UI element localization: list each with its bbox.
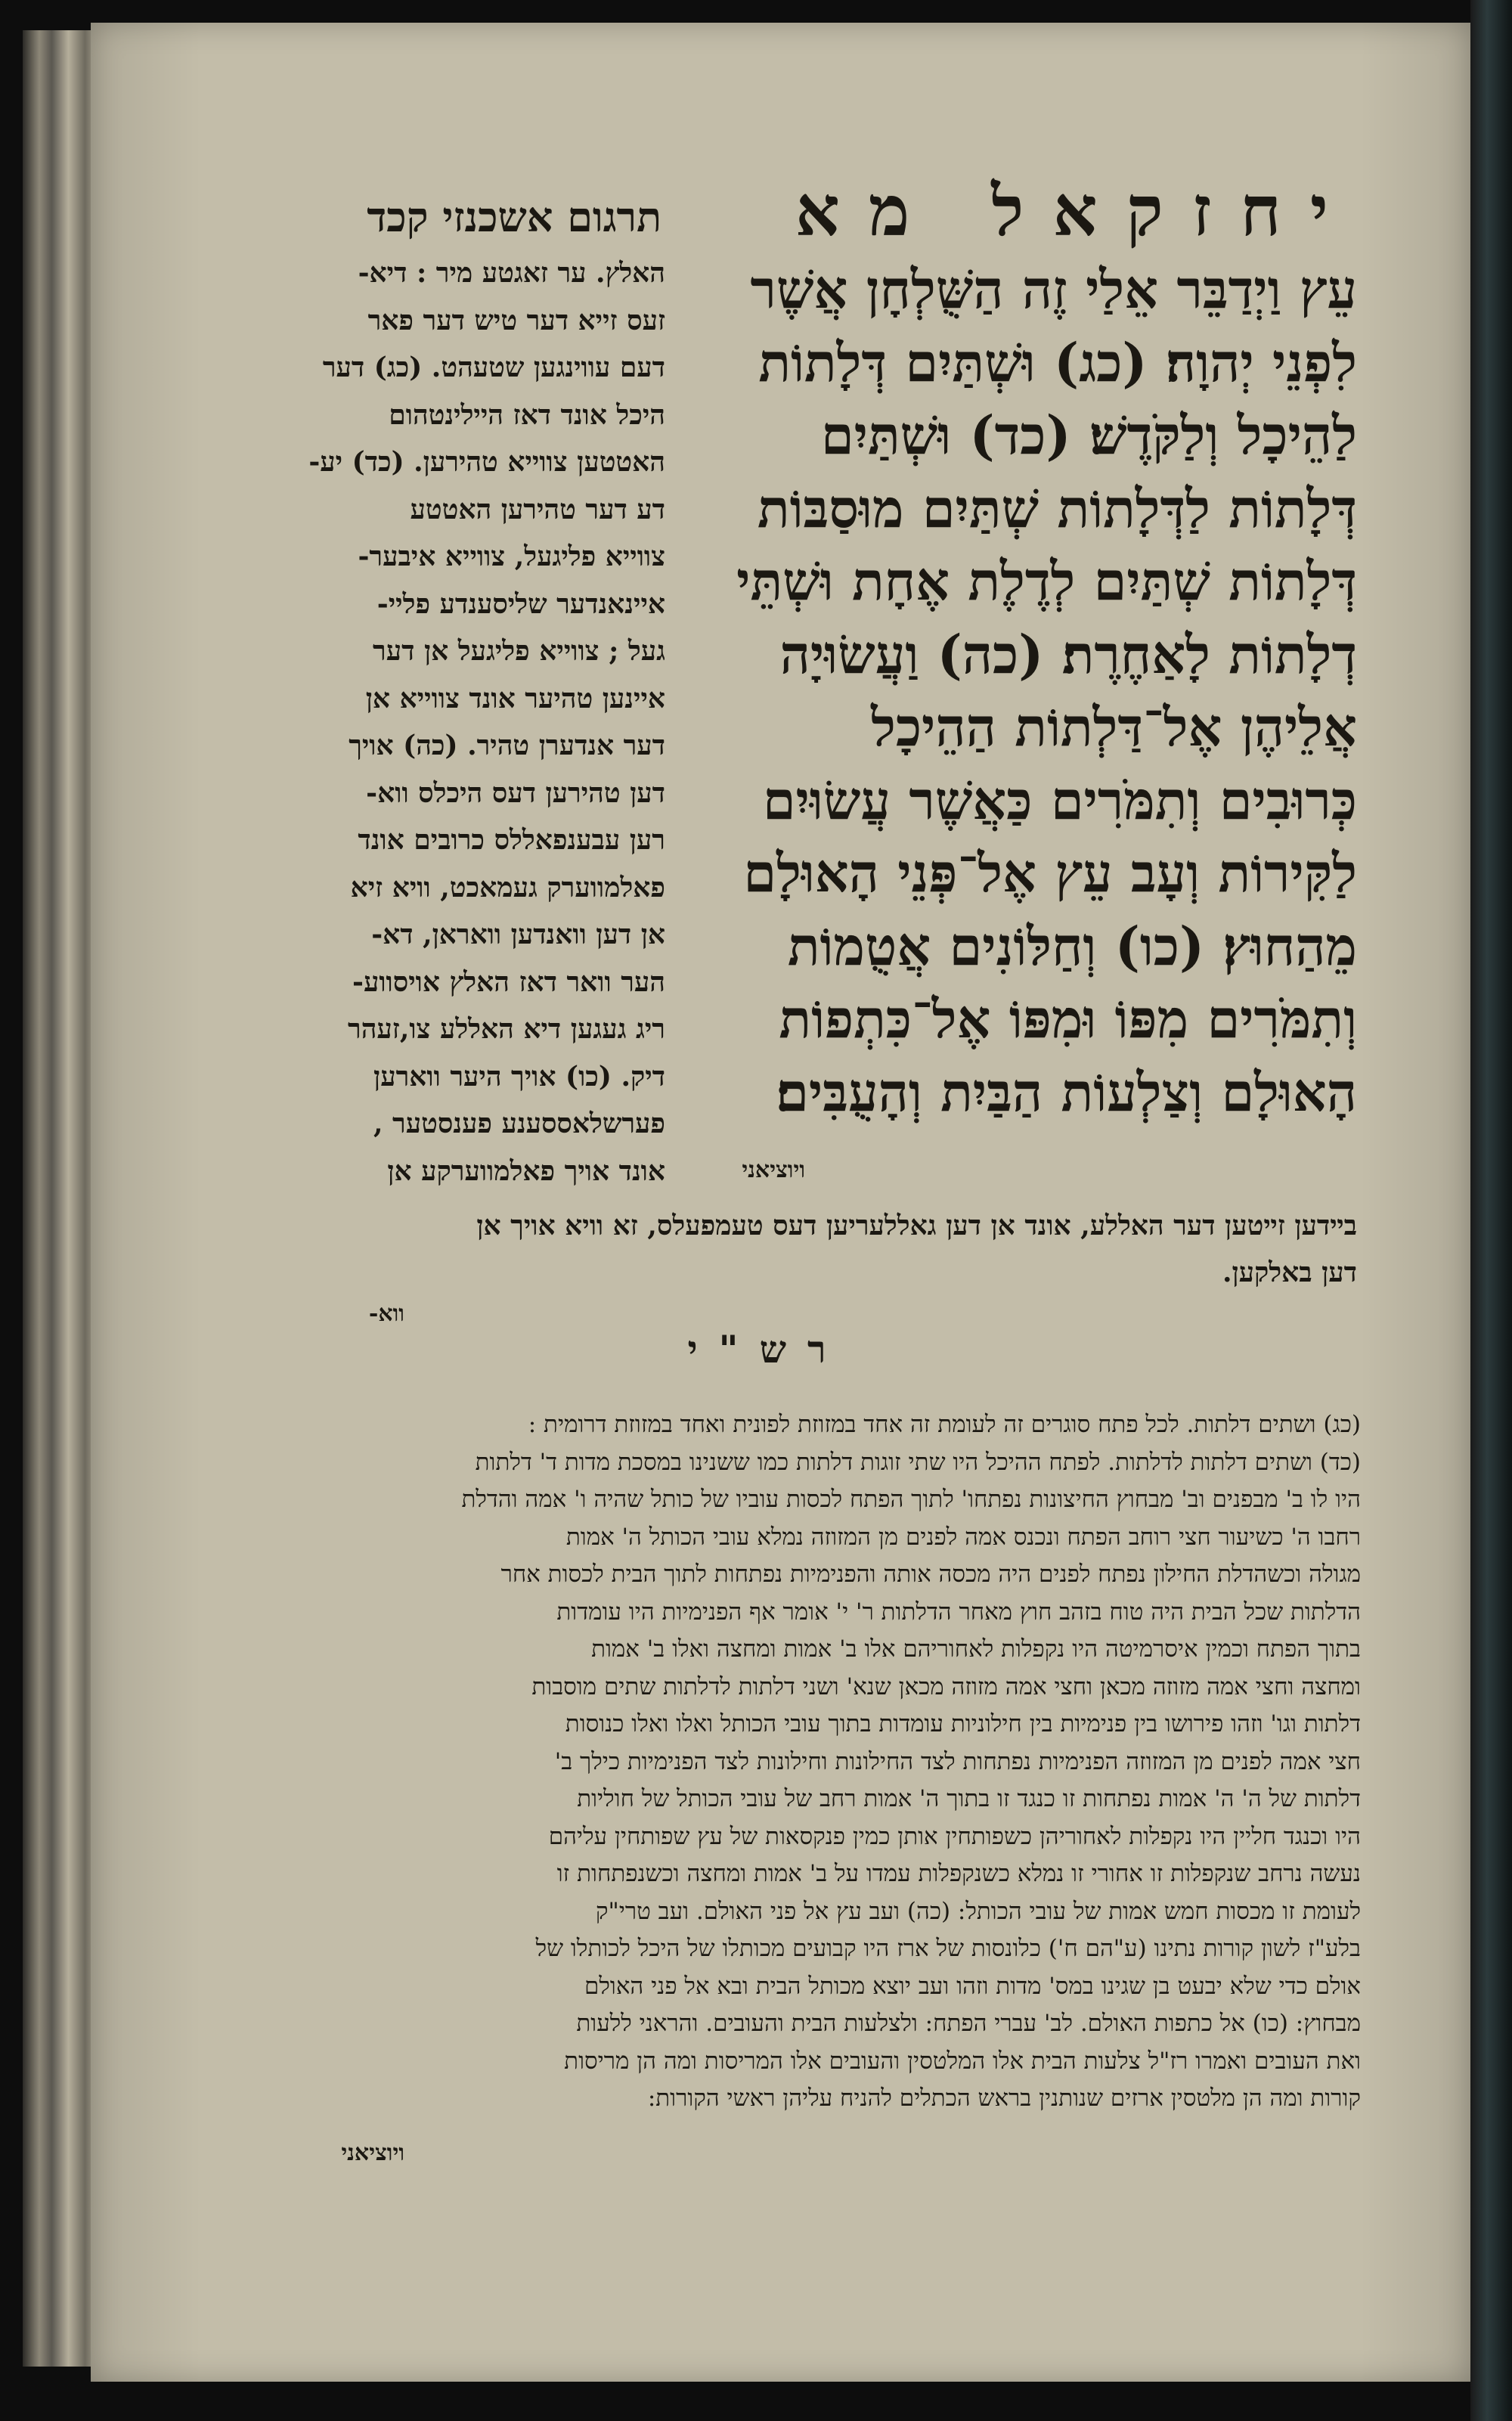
translation-line: רען עבענפאללס כרובים אונד bbox=[358, 824, 665, 856]
rashi-line: חצי אמה לפנים מן המזוזה הפנימיות נפתחות לצד החילונות וחילונות לצד הפנימיות כילך ב' bbox=[554, 1747, 1361, 1775]
rashi-line: בלע"ז לשון קורות נתינו (ע"הם ח') כלונסות של ארז היו קבועים מכותלו של היכל לכותלו של bbox=[535, 1935, 1361, 1962]
translation-catchword: ווא- bbox=[368, 1300, 404, 1327]
rashi-line: מגולה וכשהדלת החילון נפתח לפנים היה מכסה אותה והפנימיות נפתחות לתוך הבית לכסות אחר bbox=[500, 1561, 1361, 1588]
scripture-line: לִפְנֵי יְהוָה׃ (כג) וּשְׁתַּיִם דְּלָתוֹת bbox=[758, 330, 1357, 394]
rashi-line: נעשה נרחב שנקפלות זו אחורי זו נמלא כשנקפלות עמדו על ב' אמות ומחצה וכשנפתחות זו bbox=[556, 1860, 1361, 1887]
scripture-line: לַהֵיכָל וְלַקֹּדֶשׁ׃ (כד) וּשְׁתַּיִם bbox=[820, 404, 1357, 467]
rashi-line: דלתות של ה' ה' אמות נפתחות זו כנגד זו בתוך ה' אמות רחב של עובי הכותל של חוליות bbox=[577, 1785, 1361, 1812]
translation-line: דע דער טהירען האטטע bbox=[410, 493, 665, 525]
rashi-line: דלתות וגו' וזהו פירושו בין פנימיות בין חילוניות עומדות בתוך עובי הכותל ואלו ואלו כנוסות bbox=[565, 1710, 1361, 1737]
scripture-line: וְתִמֹּרִים מִפּוֹ וּמִפּוֹ אֶל־כִּתְפוֹת bbox=[779, 987, 1357, 1050]
translation-continuation-line: דען באלקען. bbox=[1222, 1257, 1357, 1288]
translation-line: ריג געגען דיא האללע צו,זעהר bbox=[348, 1013, 665, 1045]
rashi-line: בתוך הפתח וכמין איסרמיטה היו נקפלות לאחוריהם אלו ב' אמות ומחצה ואלו ב' אמות bbox=[591, 1635, 1361, 1663]
rashi-line: היו לו ב' מבפנים וב' מבחוץ החיצונות נפתחו' לתוך הפתח לכסות עוביו של כותל שהיה ו' אמה והדלת bbox=[461, 1486, 1361, 1513]
scripture-line: כְּרוּבִים וְתִמֹּרִים כַּאֲשֶׁר עֲשׂוּיִם bbox=[762, 768, 1357, 832]
scripture-line: דְּלָתוֹת שְׁתַּיִם לְדֶלֶת אֶחָת וּשְׁתֵּי bbox=[736, 550, 1357, 612]
translation-line: דיק. (כו) אויך היער ווארען bbox=[373, 1060, 665, 1093]
rashi-line: רחבו ה' כשיעור חצי רוחב הפתח ונכנס אמה לפנים מן המזוזה נמלא עובי הכותל ה' אמות bbox=[565, 1523, 1361, 1551]
translation-line: האלץ. ער זאגטע מיר : דיא- bbox=[358, 257, 665, 289]
book-page bbox=[91, 23, 1470, 2382]
translation-line: געל ; צווייא פליגעל אן דער bbox=[373, 635, 665, 667]
translation-continuation bbox=[212, 1202, 1357, 1296]
scripture-catchword: ויוציאני bbox=[742, 1157, 805, 1183]
rashi-line: לעומת זו מכסות חמש אמות של עובי הכותל: (כה) ועב עץ אל פני האולם. ועב טרי"ק bbox=[595, 1897, 1361, 1925]
translation-line: דער אנדערן טהיר. (כה) אויך bbox=[349, 730, 665, 761]
rashi-line: היו וכנגד חליין היו נקפלות לאחוריהן כשפותחין אותן כמין פנקסאות של עץ שפותחין עליהם bbox=[548, 1822, 1361, 1850]
translation-line: פאלמווערק געמאכט, וויא זיא bbox=[350, 871, 665, 904]
rashi-line: מבחוץ: (כו) אל כתפות האולם. לב' עברי הפתח: ולצלעות הבית והעובים. והראני ללעות bbox=[576, 2010, 1361, 2037]
rashi-line: אולם כדי שלא יבעט בן שגינו במס' מדות וזהו ועב יוצא מכותל הבית ובא אל פני האולם bbox=[584, 1972, 1361, 2000]
translation-line: איינען טהיער אונד צווייא אן bbox=[365, 682, 665, 715]
translation-line: צווייא פליגעל, צווייא איבער- bbox=[358, 541, 665, 572]
rashi-line: (כד) ושתים דלתות לדלתות. לפתח ההיכל היו שתי זוגות דלתות כמו ששנינו במסכת מדות ד' דלתות bbox=[475, 1448, 1361, 1476]
rashi-line: קורות ומה הן מלטסין ארזים שנותנין בראש הכתלים להניח עליהן ראשי הקורות: bbox=[647, 2085, 1361, 2112]
translation-line: אן דען וואנדען וואראן, דא- bbox=[371, 919, 665, 950]
translation-line: דעם עווינגען שטעהט. (כג) דער bbox=[322, 352, 665, 383]
translation-line: פערשלאססענע פענסטער , bbox=[373, 1108, 665, 1139]
scripture-line: דְלָתוֹת לָאַחֶרֶת׃ (כה) וַעֲשׂוּיָה bbox=[779, 622, 1357, 686]
translation-column bbox=[212, 250, 665, 1195]
translation-line: האטטען צווייא טהירען. (כד) יע- bbox=[308, 446, 665, 478]
rashi-line: ואת העובים ואמרו רז"ל צלעות הבית אלו המלטסין והעובים אלו המריסות ומה הן מריסות bbox=[564, 2047, 1361, 2075]
rashi-catchword: ויוציאני bbox=[341, 2140, 404, 2166]
translation-line: איינאנדער שליסענדע פליי- bbox=[376, 587, 665, 620]
scripture-line: הָאוּלָם וְצַלְעוֹת הַבַּיִת וְהָעֻבִּים׃ bbox=[776, 1060, 1357, 1124]
rashi-line: ומחצה וחצי אמה מזוזה מכאן וחצי אמה מזוזה מכאן שנא' ושני דלתות לדלתות שתים מוסבות bbox=[531, 1672, 1361, 1700]
rashi-heading: רש"י bbox=[687, 1327, 847, 1372]
rashi-line: הדלתות שכל הבית היה טוח בזהב חוץ מאחר הדלתות ר' י' אומר אף הפנימיות היו עומדות bbox=[556, 1598, 1361, 1626]
scripture-column bbox=[714, 253, 1357, 1129]
translation-line: אונד אויך פאלמווערקע אן bbox=[387, 1155, 665, 1187]
main-running-title: יחזקאל מא bbox=[795, 170, 1357, 252]
rashi-commentary bbox=[212, 1406, 1361, 2118]
scripture-line: אֲלֵיהֶן אֶל־דַּלְתוֹת הַהֵיכָל bbox=[871, 696, 1357, 758]
translation-line: זעס זייא דער טיש דער פאר bbox=[367, 304, 665, 336]
translation-line: הער וואר דאז האלץ אויסווע- bbox=[352, 966, 665, 998]
translation-continuation-line: בײדען זײטען דער האללע, אונד אן דען גאללעריען דעס טעמפעלס, זא וויא אויך אן bbox=[476, 1210, 1357, 1241]
translation-line: דען טהירען דעס היכלס ווא- bbox=[366, 777, 665, 809]
binding-edge bbox=[1470, 0, 1512, 2421]
scripture-line: דְּלָתוֹת לַדְּלָתוֹת שְׁתַּיִם מוּסַבּוֹת bbox=[757, 476, 1357, 540]
translation-line: היכל אונד דאז היילינטהום bbox=[389, 398, 665, 431]
translation-running-title: תרגום אשכנזי קכד bbox=[367, 193, 662, 241]
scripture-line: לַקִּירוֹת וְעָב עֵץ אֶל־פְּנֵי הָאוּלָם bbox=[743, 842, 1357, 904]
scripture-line: עֵץ וַיְדַבֵּר אֵלַי זֶה הַשֻּׁלְחָן אֲשֶׁר bbox=[750, 258, 1357, 321]
rashi-line: (כג) ושתים דלתות. לכל פתח סוגרים זה לעומת זה אחד במזוזת לפונית ואחד במזוזת דרומית : bbox=[528, 1411, 1361, 1438]
scripture-line: מֵהַחוּץ׃ (כו) וְחַלּוֹנִים אֲטֻמוֹת bbox=[787, 914, 1357, 978]
